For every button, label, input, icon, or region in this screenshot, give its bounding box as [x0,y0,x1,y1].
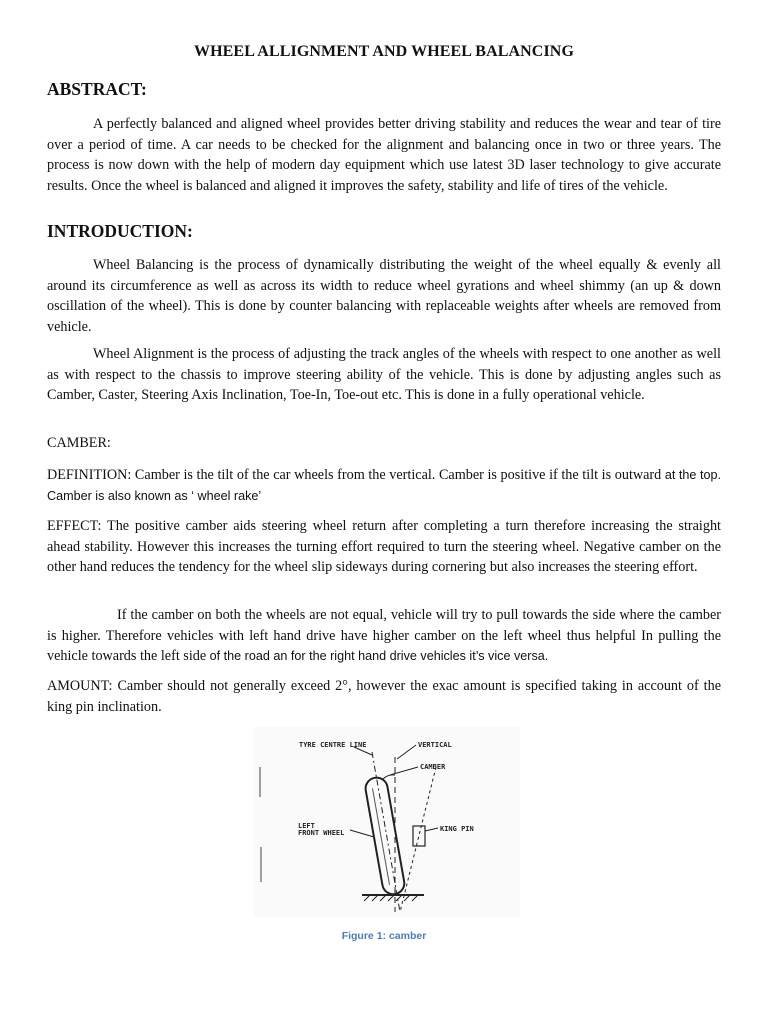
king-pin-box [413,826,425,846]
camber-figure [254,727,520,917]
camber-definition-tail: at the top. Camber is also known as ‘ wheel rake’ [47,468,721,503]
figure-caption: Figure 1: camber [341,930,427,942]
camber-diagram [254,727,520,917]
introduction-heading: INTRODUCTION: [47,221,193,241]
leader-line [350,830,374,837]
label-front-wheel: FRONT WHEEL [298,829,345,837]
camber-pull-main: If the camber on both the wheels are not equal, vehicle will try to pull towards the side where the camber is higher. Therefore vehicles with left hand drive have higher camber on the left wheel thus helpful In pulling the vehicle towards the left side [47,607,721,664]
camber-pull-tail: of the road an for the right hand drive vehicles it’s vice versa. [206,649,549,663]
label-tyre-centre-line: TYRE CENTRE LINE [299,741,367,749]
intro-paragraph-balancing: Wheel Balancing is the process of dynamically distributing the weight of the wheel equally & evenly all around its circumference as well as across its width to reduce wheel gyrations and wheel shimmy (an up & down oscillation of the wheel). This is done by counter balancing with replaceable weights after wheels are removed from vehicle. [47,257,721,335]
camber-amount: AMOUNT: Camber should not generally exceed 2°, however the exac amount is specified taking in account of the king pin inclination. [47,678,721,715]
camber-effect: EFFECT: The positive camber aids steering wheel return after completing a turn therefore increasing the straight ahead stability. However this increases the turning effort required to turn the steering wheel. Negative camber on the other hand reduces the tendency for the wheel slip sideways during cornering but also increases the steering effort. [47,518,721,575]
label-vertical: VERTICAL [418,741,452,749]
label-left: LEFT [298,822,315,830]
abstract-heading: ABSTRACT: [47,79,147,99]
camber-definition-main: DEFINITION: Camber is the tilt of the car wheels from the vertical. Camber is positive if the tilt is outward [47,467,662,483]
document-title: WHEEL ALLIGNMENT AND WHEEL BALANCING [194,43,574,60]
leader-line [390,767,418,775]
leader-line [425,828,438,831]
label-camber: CAMBER [420,763,446,771]
leader-line [397,745,416,759]
intro-paragraph-alignment: Wheel Alignment is the process of adjusting the track angles of the wheels with respect to one another as well as with respect to the chassis to improve steering ability of the vehicle. This is done by adjusting angles such as Camber, Caster, Steering Axis Inclination, Toe-In, Toe-out etc. This is done in a fully operational vehicle. [47,346,721,403]
camber-arc [383,775,395,779]
camber-definition [47,465,721,506]
king-pin-axis [400,767,436,912]
abstract-paragraph: A perfectly balanced and aligned wheel provides better driving stability and reduces the wear and tear of tire over a period of time. A car needs to be checked for the alignment and balancing once in two or three years. The process is now down with the help of modern day equipment which use latest 3D laser technology to give accurate results. Once the wheel is balanced and aligned it improves the safety, stability and life of tires of the vehicle. [47,116,721,194]
camber-pull-paragraph [47,605,721,667]
camber-heading: CAMBER: [47,435,111,451]
label-king-pin: KING PIN [440,825,474,833]
